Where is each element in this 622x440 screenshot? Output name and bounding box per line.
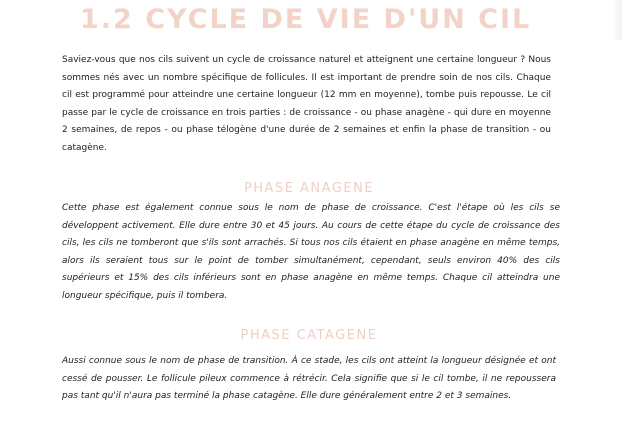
section-heading-catagene: PHASE CATAGENE: [240, 328, 378, 343]
section-heading-anagene: PHASE ANAGENE: [243, 181, 375, 196]
page-title: 1.2 CYCLE DE VIE D'UN CIL: [80, 4, 532, 35]
intro-paragraph: Saviez-vous que nos cils suivent un cycle de croissance naturel et atteignent une certaine longueur ? Nous sommes nés avec un nombre spécifique de follicules. Il est important de prendre soin de nos cils. Chaque cil est programmé pour atteindre une certaine longueur (12 mm en moyenne), tombe puis repousse. Le cil passe par le cycle de croissance en trois parties : de croissance - ou phase anagène - qui dure en moyenne 2 semaines, de repos - ou phase télogène d'une durée de 2 semaines et enfin la phase de transition - ou catagène.: [62, 55, 551, 153]
page-edge-shadow: [612, 0, 622, 40]
section-text-catagene: Aussi connue sous le nom de phase de transition. À ce stade, les cils ont atteint la longueur désignée et ont cessé de pousser. Le follicule pileux commence à rétrécir. Cela signifie que si le cil tombe, il ne repoussera pas tant qu'il n'aura pas terminé la phase catagène. Elle dure généralement entre 2 et 3 semaines.: [62, 356, 556, 402]
section-text-anagene: Cette phase est également connue sous le nom de phase de croissance. C'est l'étape où les cils se développent activement. Elle dure entre 30 et 45 jours. Au cours de cette étape du cycle de croissance des cils, les cils ne tomberont que s'ils sont arrachés. Si tous nos cils étaient en phase anagène en même temps, alors ils seraient tous sur le point de tomber simultanément, cependant, seuls environ 40% des cils supérieurs et 15% des cils inférieurs sont en phase anagène en même temps. Chaque cil atteindra une longueur spécifique, puis il tombera.: [62, 203, 560, 301]
